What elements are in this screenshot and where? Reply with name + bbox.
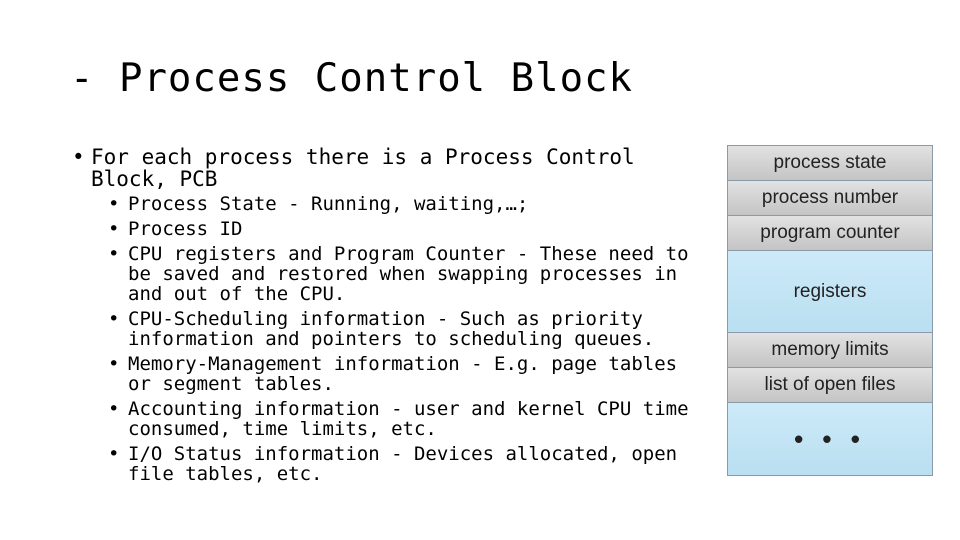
- sub-bullet-text: Accounting information - user and kernel CPU time consumed, time limits, etc.: [128, 398, 689, 440]
- sub-bullet-process-id: [108, 219, 692, 239]
- pcb-cell-process-state: process state: [728, 146, 932, 181]
- sub-bullet-memory-management: [108, 354, 692, 394]
- sub-bullet-text: Process State - Running, waiting,…;: [128, 193, 529, 215]
- sub-bullet-accounting: [108, 399, 692, 439]
- bullet-marker: •: [108, 193, 120, 215]
- sub-bullet-text: Process ID: [128, 218, 243, 240]
- pcb-diagram: [727, 145, 933, 476]
- bullet-marker: •: [108, 353, 120, 375]
- sub-bullet-cpu-registers: [108, 244, 692, 304]
- bullet-marker: •: [108, 443, 120, 465]
- main-bullet-text: For each process there is a Process Control Block, PCB: [91, 145, 635, 191]
- bullet-marker: •: [108, 398, 120, 420]
- pcb-cell-open-files: list of open files: [728, 368, 932, 403]
- sub-bullet-text: CPU-Scheduling information - Such as priority information and pointers to scheduling queues.: [128, 308, 655, 350]
- sub-bullet-io-status: [108, 444, 692, 484]
- sub-bullet-list: [72, 194, 692, 484]
- pcb-cell-program-counter: program counter: [728, 216, 932, 251]
- pcb-cell-registers: registers: [728, 251, 932, 333]
- bullet-marker: •: [72, 145, 85, 169]
- bullet-marker: •: [108, 218, 120, 240]
- sub-bullet-text: Memory-Management information - E.g. page tables or segment tables.: [128, 353, 678, 395]
- bullet-marker: •: [108, 308, 120, 330]
- pcb-cell-memory-limits: memory limits: [728, 333, 932, 368]
- pcb-cell-ellipsis: • • •: [728, 403, 932, 475]
- pcb-cell-process-number: process number: [728, 181, 932, 216]
- main-bullet: [72, 146, 692, 190]
- bullet-content: [72, 146, 692, 489]
- sub-bullet-process-state: [108, 194, 692, 214]
- sub-bullet-cpu-scheduling: [108, 309, 692, 349]
- slide-title: - Process Control Block: [70, 56, 634, 101]
- bullet-marker: •: [108, 243, 120, 265]
- sub-bullet-text: I/O Status information - Devices allocated, open file tables, etc.: [128, 443, 678, 485]
- sub-bullet-text: CPU registers and Program Counter - These need to be saved and restored when swapping processes in and out of the CPU.: [128, 243, 689, 305]
